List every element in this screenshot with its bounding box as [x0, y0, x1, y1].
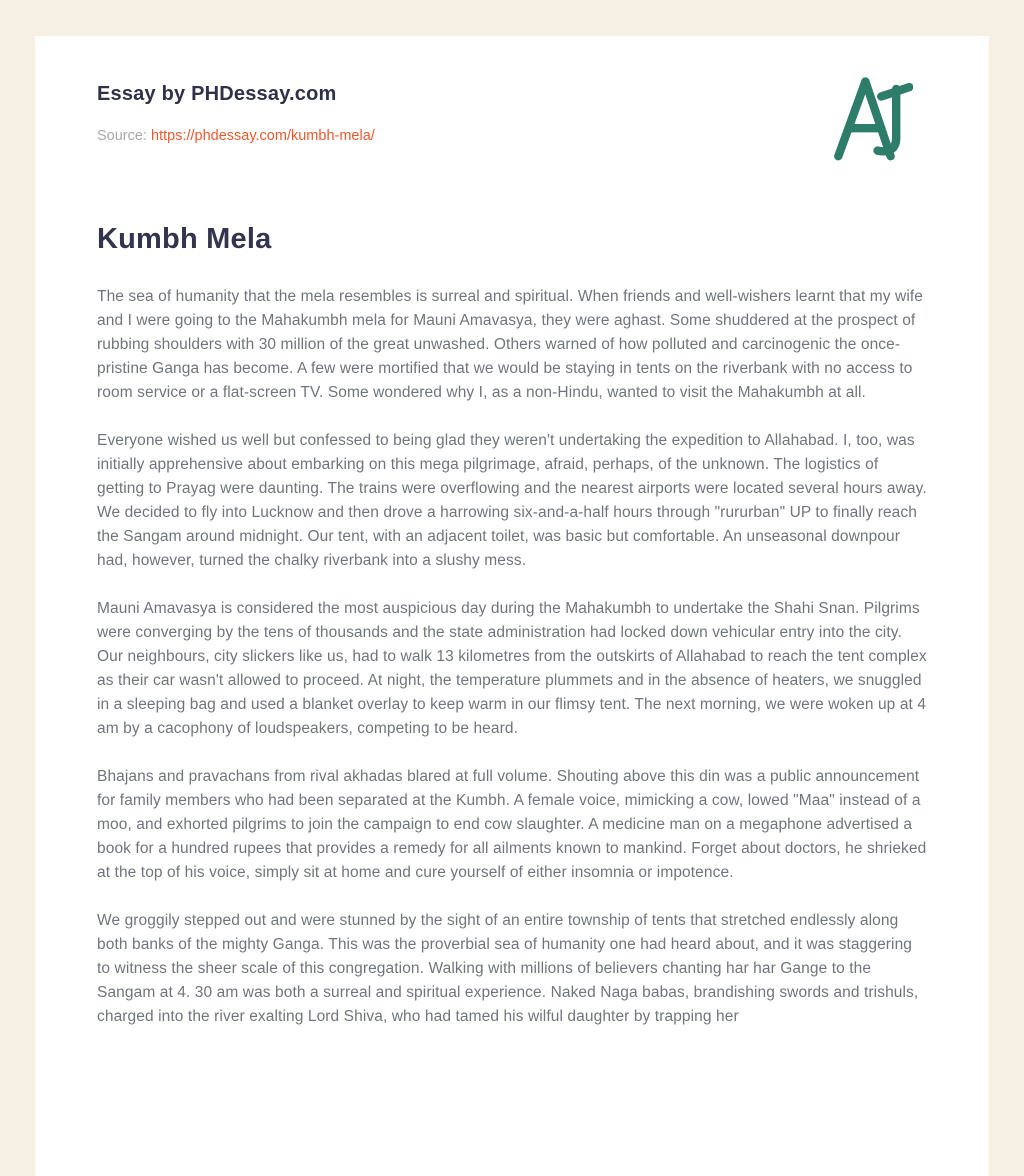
- essay-paragraph: We groggily stepped out and were stunned by the sight of an entire township of tents that stretched endlessly along both banks of the mighty Ganga. This was the proverbial sea of humanity one had heard about, and it was staggering to witness the sheer scale of this congregation. Walking with millions of believers chanting har har Gange to the Sangam at 4. 30 am was both a surreal and spiritual experience. Naked Naga babas, brandishing swords and trishuls, charged into the river exalting Lord Shiva, who had tamed his wilful daughter by trapping her: [97, 911, 919, 1025]
- essay-body: [97, 285, 927, 1029]
- byline: Essay by PHDessay.com: [97, 83, 337, 105]
- source-label: Source:: [97, 128, 147, 144]
- essay-paragraph: Mauni Amavasya is considered the most auspicious day during the Mahakumbh to undertake the Shahi Snan. Pilgrims were converging by the tens of thousands and the state administration had locked down vehicular entry into the city. Our neighbours, city slickers like us, had to walk 13 kilometres from the outskirts of Allahabad to reach the tent complex as their car wasn't allowed to proceed. At night, the temperature plummets and in the absence of heaters, we snuggled in a sleeping bag and used a blanket overlay to keep warm in our flimsy tent. The next morning, we were woken up at 4 am by a cacophony of loudspeakers, competing to be heard.: [97, 599, 927, 737]
- essay-paragraph: The sea of humanity that the mela resembles is surreal and spiritual. When friends and well-wishers learnt that my wife and I were going to the Mahakumbh mela for Mauni Amavasya, they were aghast. Some shuddered at the prospect of rubbing shoulders with 30 million of the great unwashed. Others warned of how polluted and carcinogenic the once-pristine Ganga has become. A few were mortified that we would be staying in tents on the riverbank with no access to room service or a flat-screen TV. Some wondered why I, as a non-Hindu, wanted to visit the Mahakumbh at all.: [97, 287, 924, 401]
- a-plus-logo-icon: [829, 70, 913, 164]
- essay-paragraph: Bhajans and pravachans from rival akhadas blared at full volume. Shouting above this din was a public announcement for family members who had been separated at the Kumbh. A female voice, mimicking a cow, lowed "Maa" instead of a moo, and exhorted pilgrims to join the campaign to end cow slaughter. A medicine man on a megaphone advertised a book for a hundred rupees that provides a remedy for all ailments known to mankind. Forget about doctors, he shrieked at the top of his voice, simply sit at home and cure yourself of either insomnia or impotence.: [97, 767, 927, 881]
- essay-title: Kumbh Mela: [97, 222, 272, 255]
- phdessay-logo: [829, 70, 913, 164]
- essay-header: [97, 82, 927, 146]
- essay-card: [35, 36, 989, 1176]
- source-row: [97, 127, 927, 146]
- page: [0, 36, 1024, 1120]
- essay-paragraph: Everyone wished us well but confessed to being glad they weren't undertaking the expedition to Allahabad. I, too, was initially apprehensive about embarking on this mega pilgrimage, afraid, perhaps, of the unknown. The logistics of getting to Prayag were daunting. The trains were overflowing and the nearest airports were located several hours away. We decided to fly into Lucknow and then drove a harrowing six-and-a-half hours through "rururban" UP to finally reach the Sangam around midnight. Our tent, with an adjacent toilet, was basic but comfortable. An unseasonal downpour had, however, turned the chalky riverbank into a slushy mess.: [97, 431, 927, 569]
- source-link[interactable]: https://phdessay.com/kumbh-mela/: [151, 128, 375, 144]
